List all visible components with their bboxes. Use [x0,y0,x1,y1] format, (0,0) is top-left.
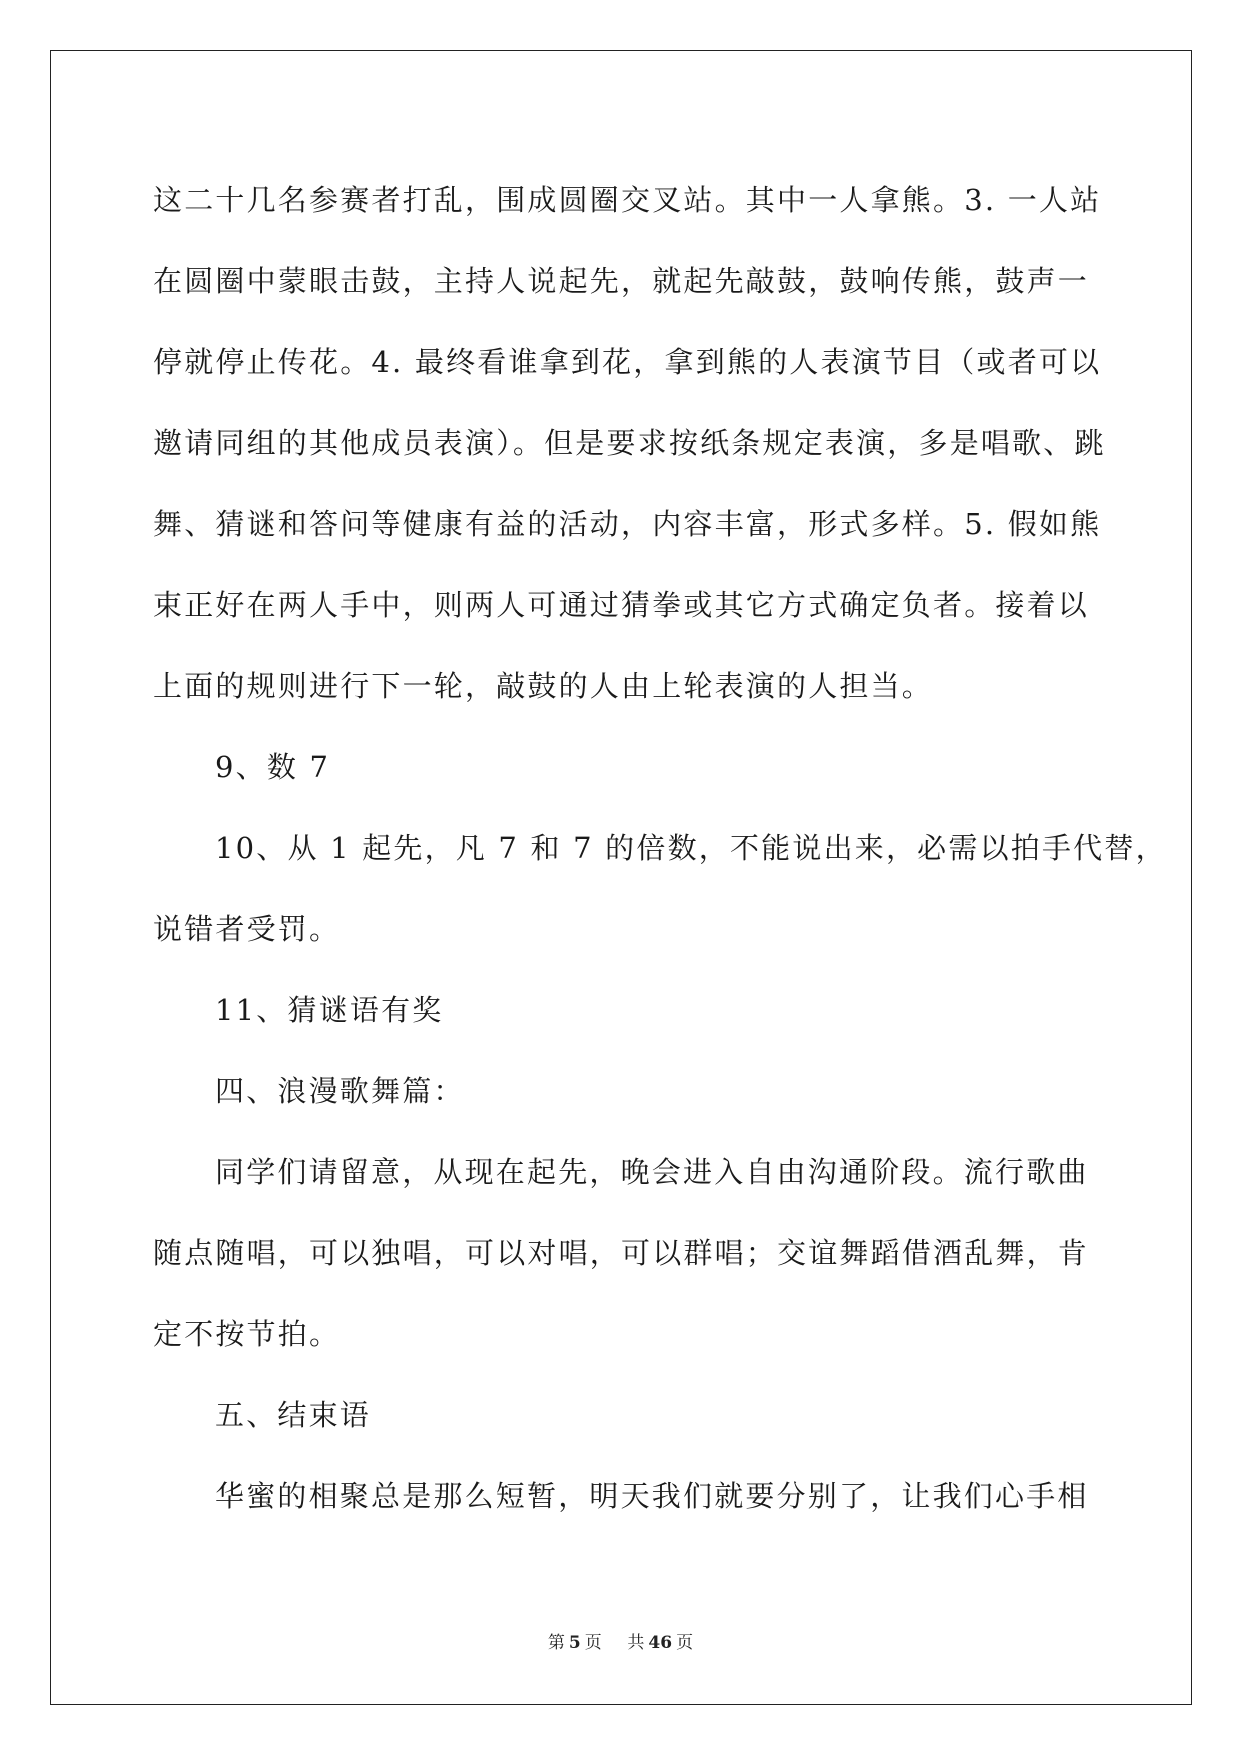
total-prefix: 共 [627,1633,645,1653]
text-line: 11、猜谜语有奖 [215,993,444,1027]
text-line: 这二十几名参赛者打乱，围成圆圈交叉站。其中一人拿熊。3. 一人站 [153,183,1102,217]
text-line: 束正好在两人手中，则两人可通过猜拳或其它方式确定负者。接着以 [153,588,1090,622]
section-heading-4 [153,1051,1093,1132]
text-line: 华蜜的相聚总是那么短暂，明天我们就要分别了，让我们心手相 [215,1479,1089,1513]
text-line: 定不按节拍。 [153,1317,341,1351]
text-line: 在圆圈中蒙眼击鼓，主持人说起先，就起先敲鼓，鼓响传熊，鼓声一 [153,264,1090,298]
page-prefix: 第 [547,1633,565,1653]
text-line: 邀请同组的其他成员表演）。但是要求按纸条规定表演，多是唱歌、跳 [153,426,1106,460]
text-line: 停就停止传花。4. 最终看谁拿到花，拿到熊的人表演节目（或者可以 [153,345,1102,379]
page-suffix: 页 [584,1633,602,1653]
text-line: 说错者受罚。 [153,912,341,946]
text-line: 同学们请留意，从现在起先，晚会进入自由沟通阶段。流行歌曲 [215,1155,1089,1189]
item-heading-9 [153,727,1093,808]
text-line: 随点随唱，可以独唱，可以对唱，可以群唱；交谊舞蹈借酒乱舞，肯 [153,1236,1090,1270]
item-heading-11 [153,970,1093,1051]
page-footer [0,1628,1241,1653]
total-pages: 46 [648,1633,673,1653]
document-body [153,160,1167,1537]
text-line: 舞、猜谜和答问等健康有益的活动，内容丰富，形式多样。5. 假如熊 [153,507,1102,541]
paragraph [153,808,1167,970]
text-line: 四、浪漫歌舞篇： [215,1074,465,1108]
paragraph [153,1456,1093,1537]
text-line: 10、从 1 起先，凡 7 和 7 的倍数，不能说出来，必需以拍手代替， [215,831,1167,865]
paragraph [153,1132,1093,1375]
page-number: 5 [568,1633,581,1653]
section-heading-5 [153,1375,1093,1456]
text-line: 上面的规则进行下一轮，敲鼓的人由上轮表演的人担当。 [153,669,934,703]
text-line: 五、结束语 [215,1398,372,1432]
total-suffix: 页 [676,1633,694,1653]
paragraph [153,160,1106,727]
text-line: 9、数 7 [215,750,331,784]
